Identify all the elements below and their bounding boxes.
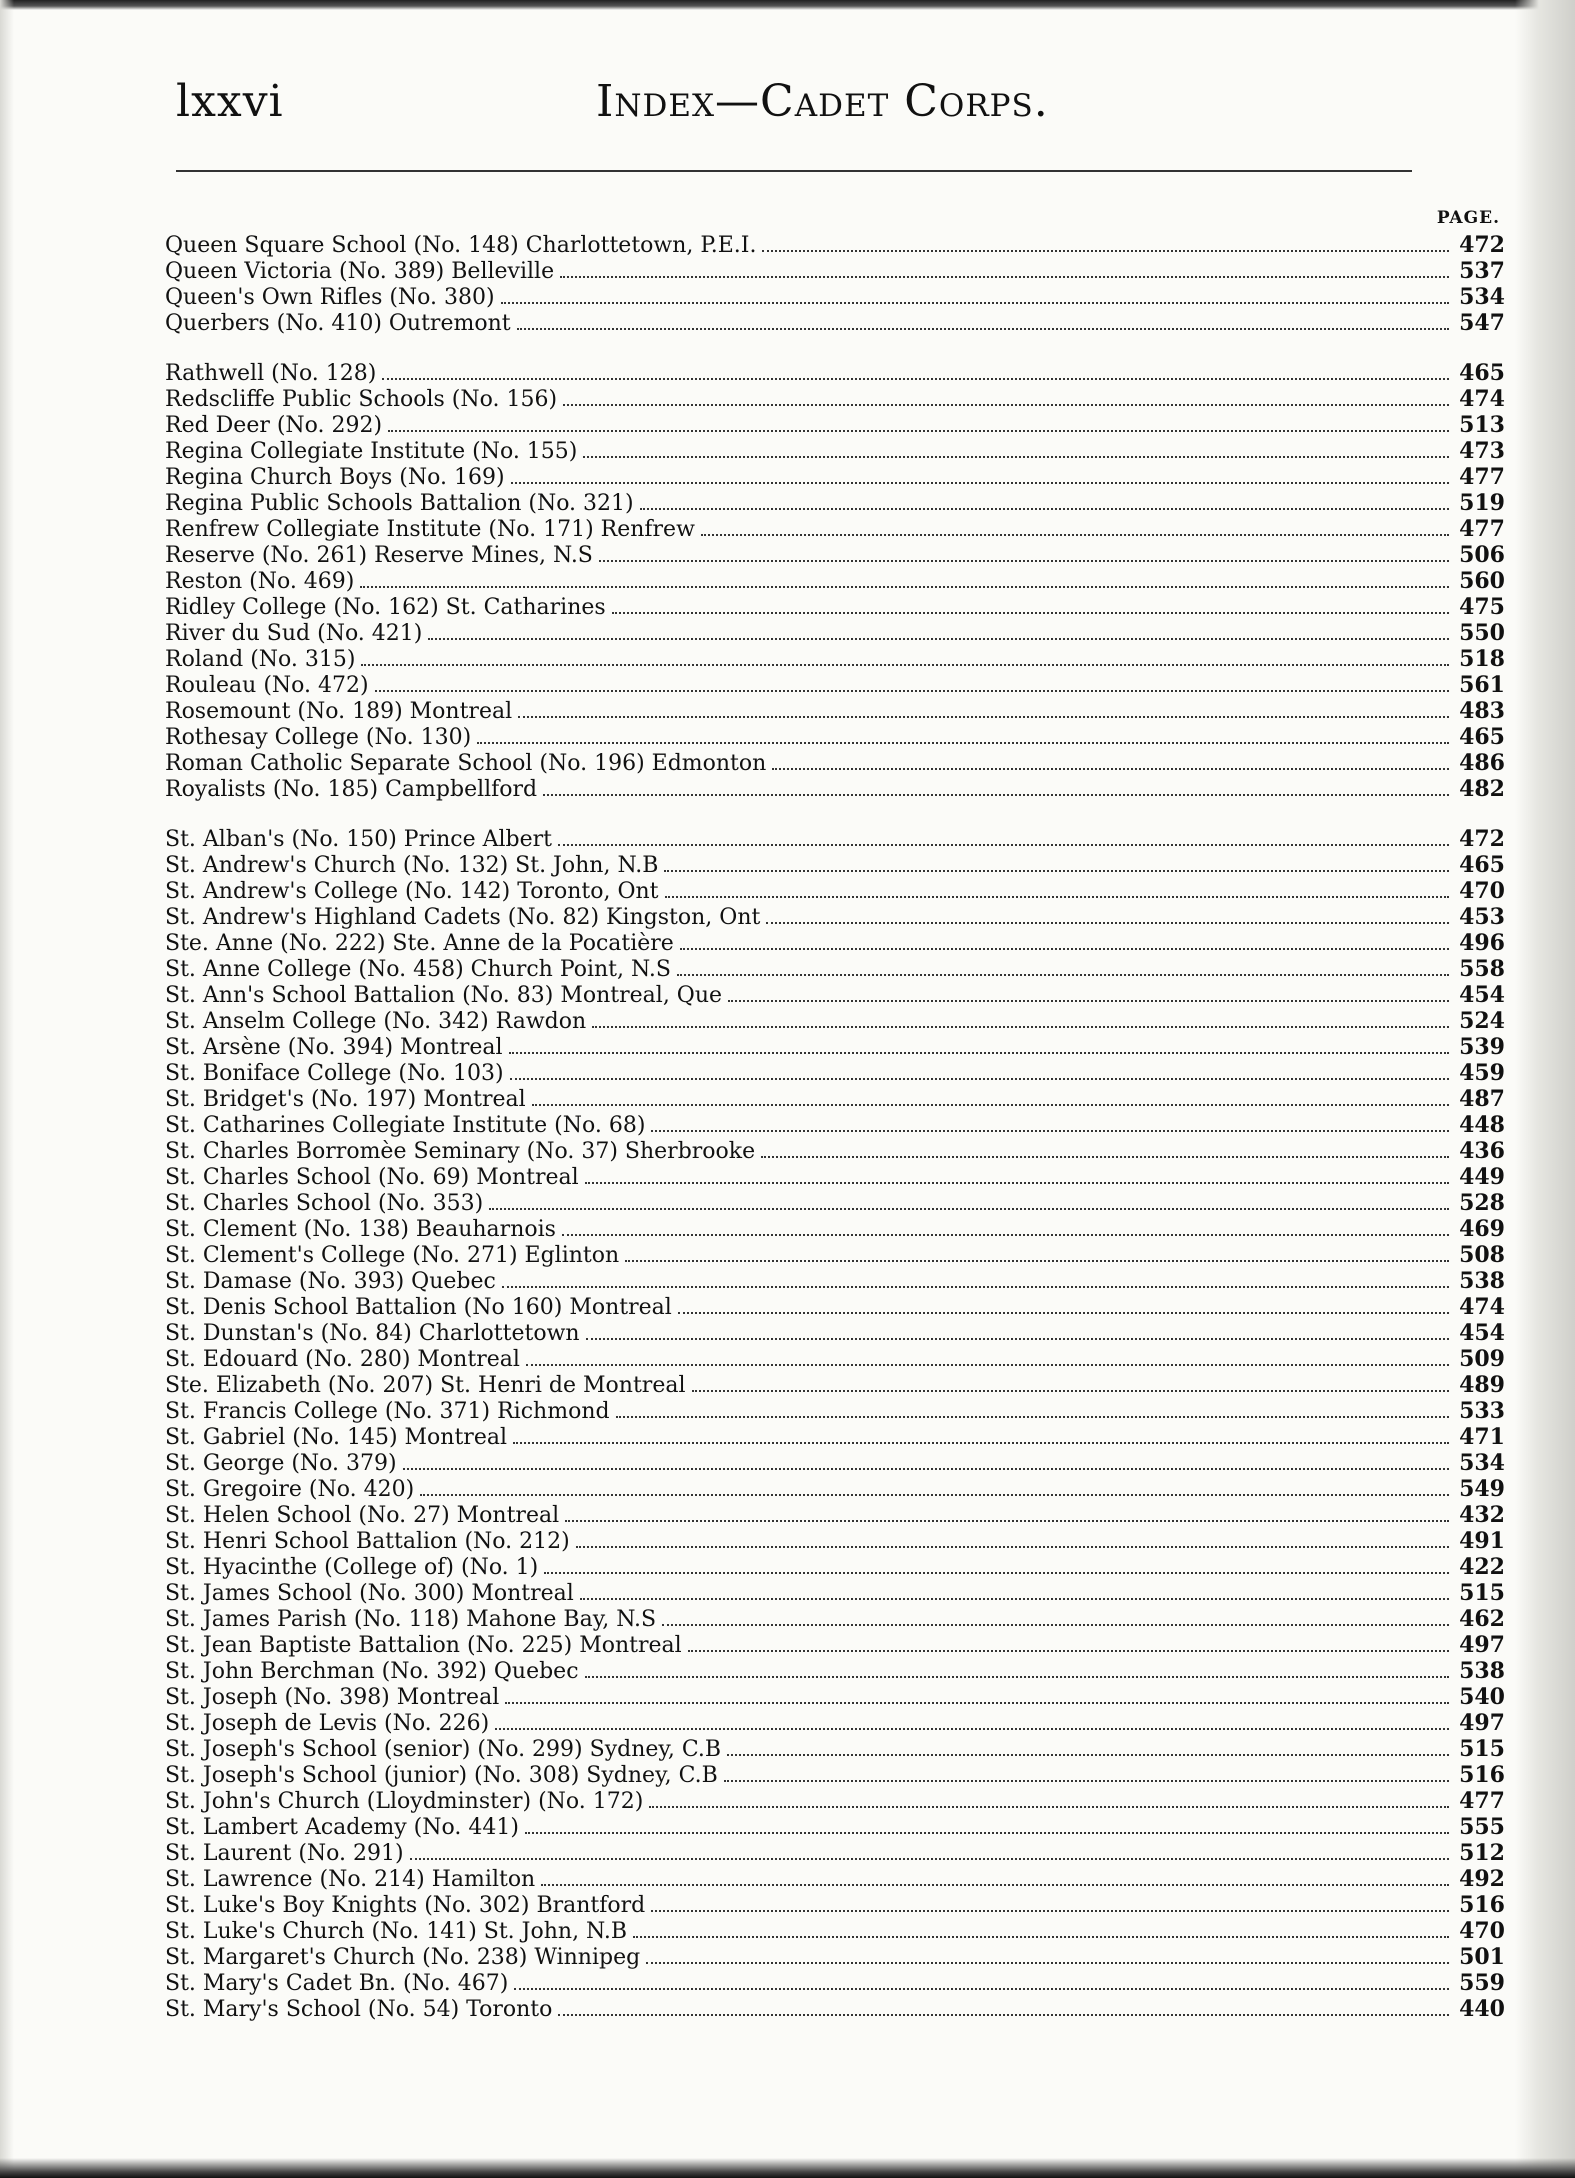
entry-page-number: 501 — [1459, 1944, 1505, 1970]
index-entry — [165, 464, 1505, 490]
entry-page-number: 539 — [1459, 1034, 1505, 1060]
entry-name: Roland (No. 315) — [165, 647, 356, 672]
index-entry — [165, 1294, 1505, 1320]
dot-leader — [664, 870, 1449, 872]
dot-leader — [509, 1052, 1449, 1054]
index-entry — [165, 1840, 1505, 1866]
index-entry — [165, 852, 1505, 878]
index-entry — [165, 594, 1505, 620]
entry-page-number: 513 — [1459, 412, 1505, 438]
dot-leader — [724, 1780, 1449, 1782]
entry-page-number: 538 — [1459, 1268, 1505, 1294]
dot-leader — [580, 1598, 1449, 1600]
entry-page-number: 436 — [1459, 1138, 1505, 1164]
index-entry — [165, 1320, 1505, 1346]
dot-leader — [544, 1572, 1449, 1574]
dot-leader — [563, 404, 1449, 406]
dot-leader — [361, 664, 1449, 666]
entry-page-number: 477 — [1459, 1788, 1505, 1814]
entry-name: St. Edouard (No. 280) Montreal — [165, 1347, 520, 1372]
entry-name: St. Andrew's Church (No. 132) St. John, N.B — [165, 853, 659, 878]
dot-leader — [489, 1208, 1449, 1210]
dot-leader — [761, 1156, 1449, 1158]
entry-page-number: 518 — [1459, 646, 1505, 672]
dot-leader — [403, 1468, 1449, 1470]
index-entry — [165, 956, 1505, 982]
dot-leader — [585, 1676, 1449, 1678]
entry-name: Ste. Anne (No. 222) Ste. Anne de la Pocatière — [165, 931, 674, 956]
entry-page-number: 465 — [1459, 724, 1505, 750]
entry-name: St. John Berchman (No. 392) Quebec — [165, 1659, 579, 1684]
index-entry — [165, 1970, 1505, 1996]
entry-name: Renfrew Collegiate Institute (No. 171) Renfrew — [165, 517, 695, 542]
entry-page-number: 516 — [1459, 1762, 1505, 1788]
entry-name: St. John's Church (Lloydminster) (No. 172) — [165, 1789, 644, 1814]
index-entry — [165, 1216, 1505, 1242]
entry-name: St. Bridget's (No. 197) Montreal — [165, 1087, 526, 1112]
entry-page-number: 508 — [1459, 1242, 1505, 1268]
entry-page-number: 459 — [1459, 1060, 1505, 1086]
entry-name: St. Helen School (No. 27) Montreal — [165, 1503, 560, 1528]
index-entry — [165, 1372, 1505, 1398]
entry-page-number: 454 — [1459, 1320, 1505, 1346]
entry-page-number: 489 — [1459, 1372, 1505, 1398]
entry-page-number: 506 — [1459, 542, 1505, 568]
entry-name: St. Charles School (No. 353) — [165, 1191, 484, 1216]
index-entry — [165, 1788, 1505, 1814]
index-entry — [165, 1502, 1505, 1528]
entry-page-number: 473 — [1459, 438, 1505, 464]
entry-page-number: 533 — [1459, 1398, 1505, 1424]
entry-name: St. Dunstan's (No. 84) Charlottetown — [165, 1321, 580, 1346]
entry-name: St. Joseph's School (junior) (No. 308) Sydney, C.B — [165, 1763, 718, 1788]
dot-leader — [651, 1910, 1449, 1912]
entry-page-number: 475 — [1459, 594, 1505, 620]
entry-name: Querbers (No. 410) Outremont — [165, 311, 511, 336]
entry-page-number: 454 — [1459, 982, 1505, 1008]
entry-name: St. Mary's School (No. 54) Toronto — [165, 1997, 553, 2022]
dot-leader — [565, 1520, 1449, 1522]
index-entry — [165, 672, 1505, 698]
index-entry — [165, 1190, 1505, 1216]
entry-name: St. Catharines Collegiate Institute (No. 68) — [165, 1113, 646, 1138]
index-entry — [165, 1138, 1505, 1164]
index-entry — [165, 724, 1505, 750]
index-entry — [165, 412, 1505, 438]
index-entries — [165, 232, 1505, 2022]
dot-leader — [541, 1884, 1449, 1886]
entry-name: St. Joseph de Levis (No. 226) — [165, 1711, 490, 1736]
entry-page-number: 472 — [1459, 232, 1505, 258]
dot-leader — [651, 1130, 1449, 1132]
index-entry — [165, 1918, 1505, 1944]
index-entry — [165, 1736, 1505, 1762]
index-entry — [165, 438, 1505, 464]
dot-leader — [360, 586, 1449, 588]
entry-page-number: 470 — [1459, 878, 1505, 904]
entry-page-number: 477 — [1459, 516, 1505, 542]
index-entry — [165, 232, 1505, 258]
index-entry — [165, 516, 1505, 542]
index-entry — [165, 1528, 1505, 1554]
dot-leader — [543, 794, 1449, 796]
index-entry — [165, 878, 1505, 904]
index-entry — [165, 1450, 1505, 1476]
entry-page-number: 516 — [1459, 1892, 1505, 1918]
entry-page-number: 559 — [1459, 1970, 1505, 1996]
entry-name: St. Margaret's Church (No. 238) Winnipeg — [165, 1945, 641, 1970]
entry-page-number: 487 — [1459, 1086, 1505, 1112]
dot-leader — [501, 302, 1449, 304]
dot-leader — [762, 250, 1449, 252]
dot-leader — [665, 896, 1449, 898]
dot-leader — [495, 1728, 1449, 1730]
page-header — [176, 70, 1506, 140]
entry-name: St. Andrew's Highland Cadets (No. 82) Kingston, Ont — [165, 905, 761, 930]
entry-name: River du Sud (No. 421) — [165, 621, 423, 646]
index-entry — [165, 310, 1505, 336]
index-entry — [165, 1242, 1505, 1268]
index-entry — [165, 776, 1505, 802]
index-entry — [165, 1476, 1505, 1502]
entry-page-number: 440 — [1459, 1996, 1505, 2022]
entry-page-number: 477 — [1459, 464, 1505, 490]
entry-page-number: 497 — [1459, 1632, 1505, 1658]
group-gap — [165, 336, 1505, 360]
entry-name: St. Arsène (No. 394) Montreal — [165, 1035, 503, 1060]
dot-leader — [505, 1702, 1449, 1704]
dot-leader — [766, 922, 1449, 924]
dot-leader — [678, 1312, 1449, 1314]
dot-leader — [772, 768, 1449, 770]
index-entry — [165, 646, 1505, 672]
entry-name: St. James Parish (No. 118) Mahone Bay, N.S — [165, 1607, 657, 1632]
index-entry — [165, 1086, 1505, 1112]
entry-name: Rothesay College (No. 130) — [165, 725, 472, 750]
entry-name: St. James School (No. 300) Montreal — [165, 1581, 574, 1606]
entry-name: St. Ann's School Battalion (No. 83) Montreal, Que — [165, 983, 723, 1008]
entry-name: Queen Victoria (No. 389) Belleville — [165, 259, 555, 284]
entry-page-number: 534 — [1459, 1450, 1505, 1476]
entry-page-number: 550 — [1459, 620, 1505, 646]
entry-page-number: 474 — [1459, 1294, 1505, 1320]
index-entry — [165, 360, 1505, 386]
entry-page-number: 448 — [1459, 1112, 1505, 1138]
entry-name: Roman Catholic Separate School (No. 196) Edmonton — [165, 751, 767, 776]
entry-page-number: 515 — [1459, 1580, 1505, 1606]
group-gap — [165, 802, 1505, 826]
header-rule — [176, 170, 1412, 172]
dot-leader — [625, 1260, 1449, 1262]
entry-name: St. Lambert Academy (No. 441) — [165, 1815, 519, 1840]
dot-leader — [562, 1234, 1449, 1236]
dot-leader — [633, 1936, 1449, 1938]
entry-page-number: 432 — [1459, 1502, 1505, 1528]
dot-leader — [688, 1650, 1449, 1652]
page-edge-bottom — [0, 2158, 1575, 2178]
index-entry — [165, 1814, 1505, 1840]
dot-leader — [558, 2014, 1449, 2016]
index-entry — [165, 1606, 1505, 1632]
entry-name: St. Charles Borromèe Seminary (No. 37) Sherbrooke — [165, 1139, 756, 1164]
entry-name: Rosemount (No. 189) Montreal — [165, 699, 513, 724]
dot-leader — [616, 1416, 1449, 1418]
entry-page-number: 486 — [1459, 750, 1505, 776]
entry-name: Rathwell (No. 128) — [165, 361, 377, 386]
entry-name: Queen Square School (No. 148) Charlottetown, P.E.I. — [165, 233, 757, 258]
entry-name: St. Luke's Boy Knights (No. 302) Brantford — [165, 1893, 646, 1918]
entry-page-number: 449 — [1459, 1164, 1505, 1190]
dot-leader — [583, 456, 1449, 458]
dot-leader — [701, 534, 1449, 536]
entry-page-number: 470 — [1459, 1918, 1505, 1944]
entry-name: St. Alban's (No. 150) Prince Albert — [165, 827, 553, 852]
page-edge-top — [0, 0, 1575, 10]
index-entry — [165, 750, 1505, 776]
entry-name: Redscliffe Public Schools (No. 156) — [165, 387, 558, 412]
dot-leader — [477, 742, 1449, 744]
entry-page-number: 547 — [1459, 310, 1505, 336]
dot-leader — [526, 1364, 1449, 1366]
dot-leader — [649, 1806, 1449, 1808]
entry-page-number: 471 — [1459, 1424, 1505, 1450]
dot-leader — [585, 1182, 1449, 1184]
entry-page-number: 560 — [1459, 568, 1505, 594]
entry-page-number: 561 — [1459, 672, 1505, 698]
index-entry — [165, 1632, 1505, 1658]
index-entry — [165, 490, 1505, 516]
index-entry — [165, 930, 1505, 956]
entry-name: St. Gregoire (No. 420) — [165, 1477, 415, 1502]
dot-leader — [612, 612, 1449, 614]
entry-name: St. Luke's Church (No. 141) St. John, N.B — [165, 1919, 628, 1944]
dot-leader — [677, 974, 1449, 976]
index-entry — [165, 1164, 1505, 1190]
dot-leader — [680, 948, 1449, 950]
index-entry — [165, 1944, 1505, 1970]
index-entry — [165, 698, 1505, 724]
entry-page-number: 483 — [1459, 698, 1505, 724]
entry-name: St. Mary's Cadet Bn. (No. 467) — [165, 1971, 509, 1996]
entry-name: Regina Church Boys (No. 169) — [165, 465, 505, 490]
index-entry — [165, 568, 1505, 594]
entry-name: Royalists (No. 185) Campbellford — [165, 777, 538, 802]
entry-page-number: 537 — [1459, 258, 1505, 284]
index-entry — [165, 386, 1505, 412]
entry-name: St. Clement's College (No. 271) Eglinton — [165, 1243, 620, 1268]
index-entry — [165, 1866, 1505, 1892]
index-entry — [165, 1112, 1505, 1138]
dot-leader — [646, 1962, 1449, 1964]
entry-name: St. Damase (No. 393) Quebec — [165, 1269, 496, 1294]
dot-leader — [599, 560, 1449, 562]
dot-leader — [558, 844, 1449, 846]
index-entry — [165, 1554, 1505, 1580]
entry-page-number: 465 — [1459, 852, 1505, 878]
dot-leader — [410, 1858, 1449, 1860]
entry-name: St. Denis School Battalion (No 160) Montreal — [165, 1295, 672, 1320]
entry-page-number: 540 — [1459, 1684, 1505, 1710]
entry-page-number: 515 — [1459, 1736, 1505, 1762]
dot-leader — [510, 1078, 1449, 1080]
entry-name: St. Henri School Battalion (No. 212) — [165, 1529, 570, 1554]
dot-leader — [375, 690, 1449, 692]
entry-page-number: 512 — [1459, 1840, 1505, 1866]
entry-page-number: 549 — [1459, 1476, 1505, 1502]
entry-name: St. Anselm College (No. 342) Rawdon — [165, 1009, 587, 1034]
entry-page-number: 555 — [1459, 1814, 1505, 1840]
dot-leader — [502, 1286, 1449, 1288]
entry-page-number: 528 — [1459, 1190, 1505, 1216]
entry-name: Ste. Elizabeth (No. 207) St. Henri de Montreal — [165, 1373, 686, 1398]
entry-page-number: 474 — [1459, 386, 1505, 412]
entry-name: St. Lawrence (No. 214) Hamilton — [165, 1867, 536, 1892]
page-column-heading: PAGE. — [1436, 208, 1500, 228]
dot-leader — [525, 1832, 1449, 1834]
entry-page-number: 519 — [1459, 490, 1505, 516]
entry-page-number: 465 — [1459, 360, 1505, 386]
entry-name: St. Clement (No. 138) Beauharnois — [165, 1217, 556, 1242]
entry-name: Regina Public Schools Battalion (No. 321) — [165, 491, 634, 516]
entry-name: Ridley College (No. 162) St. Catharines — [165, 595, 606, 620]
dot-leader — [692, 1390, 1450, 1392]
entry-page-number: 558 — [1459, 956, 1505, 982]
page-edge-right — [1515, 0, 1575, 2178]
entry-name: St. Laurent (No. 291) — [165, 1841, 404, 1866]
dot-leader — [511, 482, 1449, 484]
index-entry — [165, 1658, 1505, 1684]
entry-name: Reston (No. 469) — [165, 569, 355, 594]
entry-name: Reserve (No. 261) Reserve Mines, N.S — [165, 543, 593, 568]
index-entry — [165, 1424, 1505, 1450]
dot-leader — [576, 1546, 1449, 1548]
entry-page-number: 534 — [1459, 284, 1505, 310]
entry-name: Rouleau (No. 472) — [165, 673, 369, 698]
entry-page-number: 497 — [1459, 1710, 1505, 1736]
entry-page-number: 472 — [1459, 826, 1505, 852]
dot-leader — [428, 638, 1449, 640]
entry-name: St. Joseph's School (senior) (No. 299) Sydney, C.B — [165, 1737, 722, 1762]
index-entry — [165, 1580, 1505, 1606]
entry-page-number: 453 — [1459, 904, 1505, 930]
index-entry — [165, 1684, 1505, 1710]
dot-leader — [728, 1000, 1449, 1002]
dot-leader — [586, 1338, 1449, 1340]
index-entry — [165, 1008, 1505, 1034]
page-title: Index—Cadet Corps. — [596, 76, 1049, 127]
index-entry — [165, 1398, 1505, 1424]
entry-name: St. Anne College (No. 458) Church Point, N.S — [165, 957, 671, 982]
dot-leader — [640, 508, 1449, 510]
entry-name: St. Francis College (No. 371) Richmond — [165, 1399, 610, 1424]
entry-name: St. Andrew's College (No. 142) Toronto, Ont — [165, 879, 659, 904]
entry-page-number: 538 — [1459, 1658, 1505, 1684]
entry-name: Regina Collegiate Institute (No. 155) — [165, 439, 578, 464]
entry-name: St. Charles School (No. 69) Montreal — [165, 1165, 579, 1190]
page-edge-left — [0, 0, 14, 2178]
dot-leader — [382, 378, 1449, 380]
entry-name: Queen's Own Rifles (No. 380) — [165, 285, 495, 310]
entry-name: St. Gabriel (No. 145) Montreal — [165, 1425, 507, 1450]
dot-leader — [518, 716, 1449, 718]
dot-leader — [560, 276, 1449, 278]
index-entry — [165, 1996, 1505, 2022]
dot-leader — [592, 1026, 1449, 1028]
entry-page-number: 492 — [1459, 1866, 1505, 1892]
entry-name: St. George (No. 379) — [165, 1451, 397, 1476]
dot-leader — [513, 1442, 1449, 1444]
entry-name: St. Boniface College (No. 103) — [165, 1061, 504, 1086]
index-entry — [165, 826, 1505, 852]
dot-leader — [420, 1494, 1449, 1496]
index-entry — [165, 542, 1505, 568]
entry-page-number: 469 — [1459, 1216, 1505, 1242]
index-entry — [165, 982, 1505, 1008]
index-entry — [165, 258, 1505, 284]
entry-page-number: 422 — [1459, 1554, 1505, 1580]
entry-name: Red Deer (No. 292) — [165, 413, 383, 438]
entry-page-number: 462 — [1459, 1606, 1505, 1632]
entry-page-number: 482 — [1459, 776, 1505, 802]
entry-page-number: 509 — [1459, 1346, 1505, 1372]
dot-leader — [662, 1624, 1449, 1626]
page-number: lxxvi — [176, 76, 284, 127]
entry-page-number: 524 — [1459, 1008, 1505, 1034]
entry-name: St. Joseph (No. 398) Montreal — [165, 1685, 500, 1710]
dot-leader — [514, 1988, 1449, 1990]
index-entry — [165, 1710, 1505, 1736]
index-entry — [165, 1762, 1505, 1788]
index-entry — [165, 904, 1505, 930]
index-entry — [165, 1060, 1505, 1086]
entry-name: St. Jean Baptiste Battalion (No. 225) Montreal — [165, 1633, 682, 1658]
entry-page-number: 491 — [1459, 1528, 1505, 1554]
entry-page-number: 496 — [1459, 930, 1505, 956]
index-entry — [165, 1268, 1505, 1294]
dot-leader — [517, 328, 1449, 330]
index-entry — [165, 620, 1505, 646]
index-entry — [165, 284, 1505, 310]
dot-leader — [727, 1754, 1449, 1756]
index-entry — [165, 1892, 1505, 1918]
dot-leader — [388, 430, 1449, 432]
index-entry — [165, 1034, 1505, 1060]
dot-leader — [532, 1104, 1449, 1106]
entry-name: St. Hyacinthe (College of) (No. 1) — [165, 1555, 539, 1580]
index-entry — [165, 1346, 1505, 1372]
